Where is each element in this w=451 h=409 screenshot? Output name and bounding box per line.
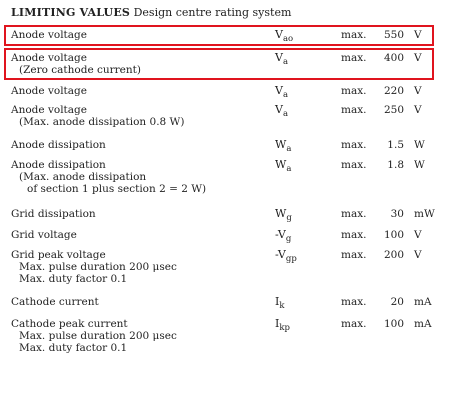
- limit-type: max.: [341, 296, 367, 308]
- limit-unit: W: [414, 139, 425, 151]
- symbol-subscript: ao: [282, 34, 294, 44]
- limit-type: max.: [341, 85, 367, 97]
- parameter-label: Anode dissipation: [11, 159, 106, 171]
- limit-type: max.: [341, 318, 367, 330]
- parameter-note: (Max. anode dissipation: [19, 171, 147, 183]
- parameter-symbol: [275, 208, 292, 224]
- limit-unit: V: [414, 104, 422, 116]
- limit-type: max.: [341, 249, 367, 261]
- parameter-note: Max. pulse duration 200 μsec: [19, 261, 177, 273]
- symbol-base: V: [275, 51, 283, 64]
- limit-value: 1.8: [387, 159, 404, 171]
- parameter-label: Cathode current: [11, 296, 99, 308]
- parameter-symbol: [275, 139, 291, 155]
- limit-type: max.: [341, 159, 367, 171]
- symbol-subscript: a: [282, 57, 289, 67]
- limit-value: 100: [383, 229, 404, 241]
- limit-unit: V: [414, 85, 422, 97]
- parameter-symbol: [275, 318, 290, 334]
- limit-unit: mA: [414, 296, 432, 308]
- parameter-label: Grid voltage: [11, 229, 77, 241]
- parameter-symbol: [275, 104, 288, 120]
- parameter-label: Anode voltage: [11, 85, 87, 97]
- parameter-name: [11, 104, 184, 128]
- parameter-symbol: [275, 29, 293, 45]
- parameter-name: [11, 318, 177, 354]
- parameter-label: Anode voltage: [11, 29, 87, 41]
- symbol-base: W: [275, 158, 287, 171]
- parameter-name: [11, 139, 106, 151]
- parameter-name: [11, 229, 77, 241]
- limit-type: max.: [341, 52, 367, 64]
- section-heading: [11, 6, 291, 19]
- parameter-note: of section 1 plus section 2 = 2 W): [27, 183, 207, 195]
- parameter-name: [11, 249, 177, 285]
- limit-unit: mW: [414, 208, 435, 220]
- symbol-base: I: [275, 317, 280, 330]
- symbol-subscript: a: [282, 109, 289, 119]
- limit-type: max.: [341, 29, 367, 41]
- parameter-symbol: [275, 159, 291, 175]
- parameter-symbol: [275, 229, 291, 245]
- symbol-subscript: k: [279, 301, 285, 311]
- limit-value: 250: [383, 104, 404, 116]
- limit-type: max.: [341, 139, 367, 151]
- symbol-subscript: a: [282, 90, 289, 100]
- parameter-name: [11, 52, 141, 76]
- limit-unit: V: [414, 229, 422, 241]
- section-subtitle: Design centre rating system: [133, 6, 292, 19]
- limit-unit: W: [414, 159, 425, 171]
- limit-type: max.: [341, 104, 367, 116]
- limit-value: 100: [383, 318, 404, 330]
- symbol-base: W: [275, 138, 287, 151]
- parameter-note: (Max. anode dissipation 0.8 W): [19, 116, 185, 128]
- limit-value: 1.5: [387, 139, 404, 151]
- limit-unit: V: [414, 29, 422, 41]
- parameter-label: Grid dissipation: [11, 208, 96, 220]
- parameter-label: Anode dissipation: [11, 139, 106, 151]
- symbol-subscript: kp: [279, 323, 290, 333]
- parameter-symbol: [275, 296, 285, 312]
- symbol-subscript: g: [286, 213, 292, 223]
- limit-type: max.: [341, 229, 367, 241]
- parameter-name: [11, 85, 87, 97]
- limit-unit: V: [414, 249, 422, 261]
- parameter-name: [11, 29, 87, 41]
- limit-unit: V: [414, 52, 422, 64]
- parameter-symbol: [275, 85, 288, 101]
- parameter-label: Anode voltage: [11, 52, 87, 64]
- parameter-name: [11, 208, 96, 220]
- symbol-base: I: [275, 295, 280, 308]
- symbol-base: -V: [275, 248, 286, 261]
- parameter-note: (Zero cathode current): [19, 64, 141, 76]
- parameter-note: Max. duty factor 0.1: [19, 273, 128, 285]
- symbol-base: V: [275, 84, 283, 97]
- parameter-name: [11, 159, 206, 195]
- parameter-symbol: [275, 249, 297, 265]
- parameter-label: Grid peak voltage: [11, 249, 106, 261]
- limit-value: 220: [383, 85, 404, 97]
- limit-value: 550: [383, 29, 404, 41]
- symbol-base: V: [275, 103, 283, 116]
- symbol-subscript: a: [286, 144, 292, 154]
- symbol-subscript: g: [285, 234, 292, 244]
- parameter-label: Cathode peak current: [11, 318, 128, 330]
- limit-value: 20: [390, 296, 404, 308]
- symbol-subscript: a: [286, 164, 292, 174]
- symbol-base: -V: [275, 228, 286, 241]
- parameter-note: Max. pulse duration 200 μsec: [19, 330, 177, 342]
- symbol-subscript: gp: [285, 254, 297, 264]
- symbol-base: W: [275, 207, 287, 220]
- limit-type: max.: [341, 208, 367, 220]
- parameter-label: Anode voltage: [11, 104, 87, 116]
- limit-value: 200: [383, 249, 404, 261]
- symbol-base: V: [275, 28, 283, 41]
- parameter-name: [11, 296, 99, 308]
- parameter-note: Max. duty factor 0.1: [19, 342, 128, 354]
- limit-value: 30: [390, 208, 404, 220]
- parameter-symbol: [275, 52, 288, 68]
- section-title: LIMITING VALUES: [11, 6, 131, 19]
- limit-value: 400: [383, 52, 404, 64]
- limit-unit: mA: [414, 318, 432, 330]
